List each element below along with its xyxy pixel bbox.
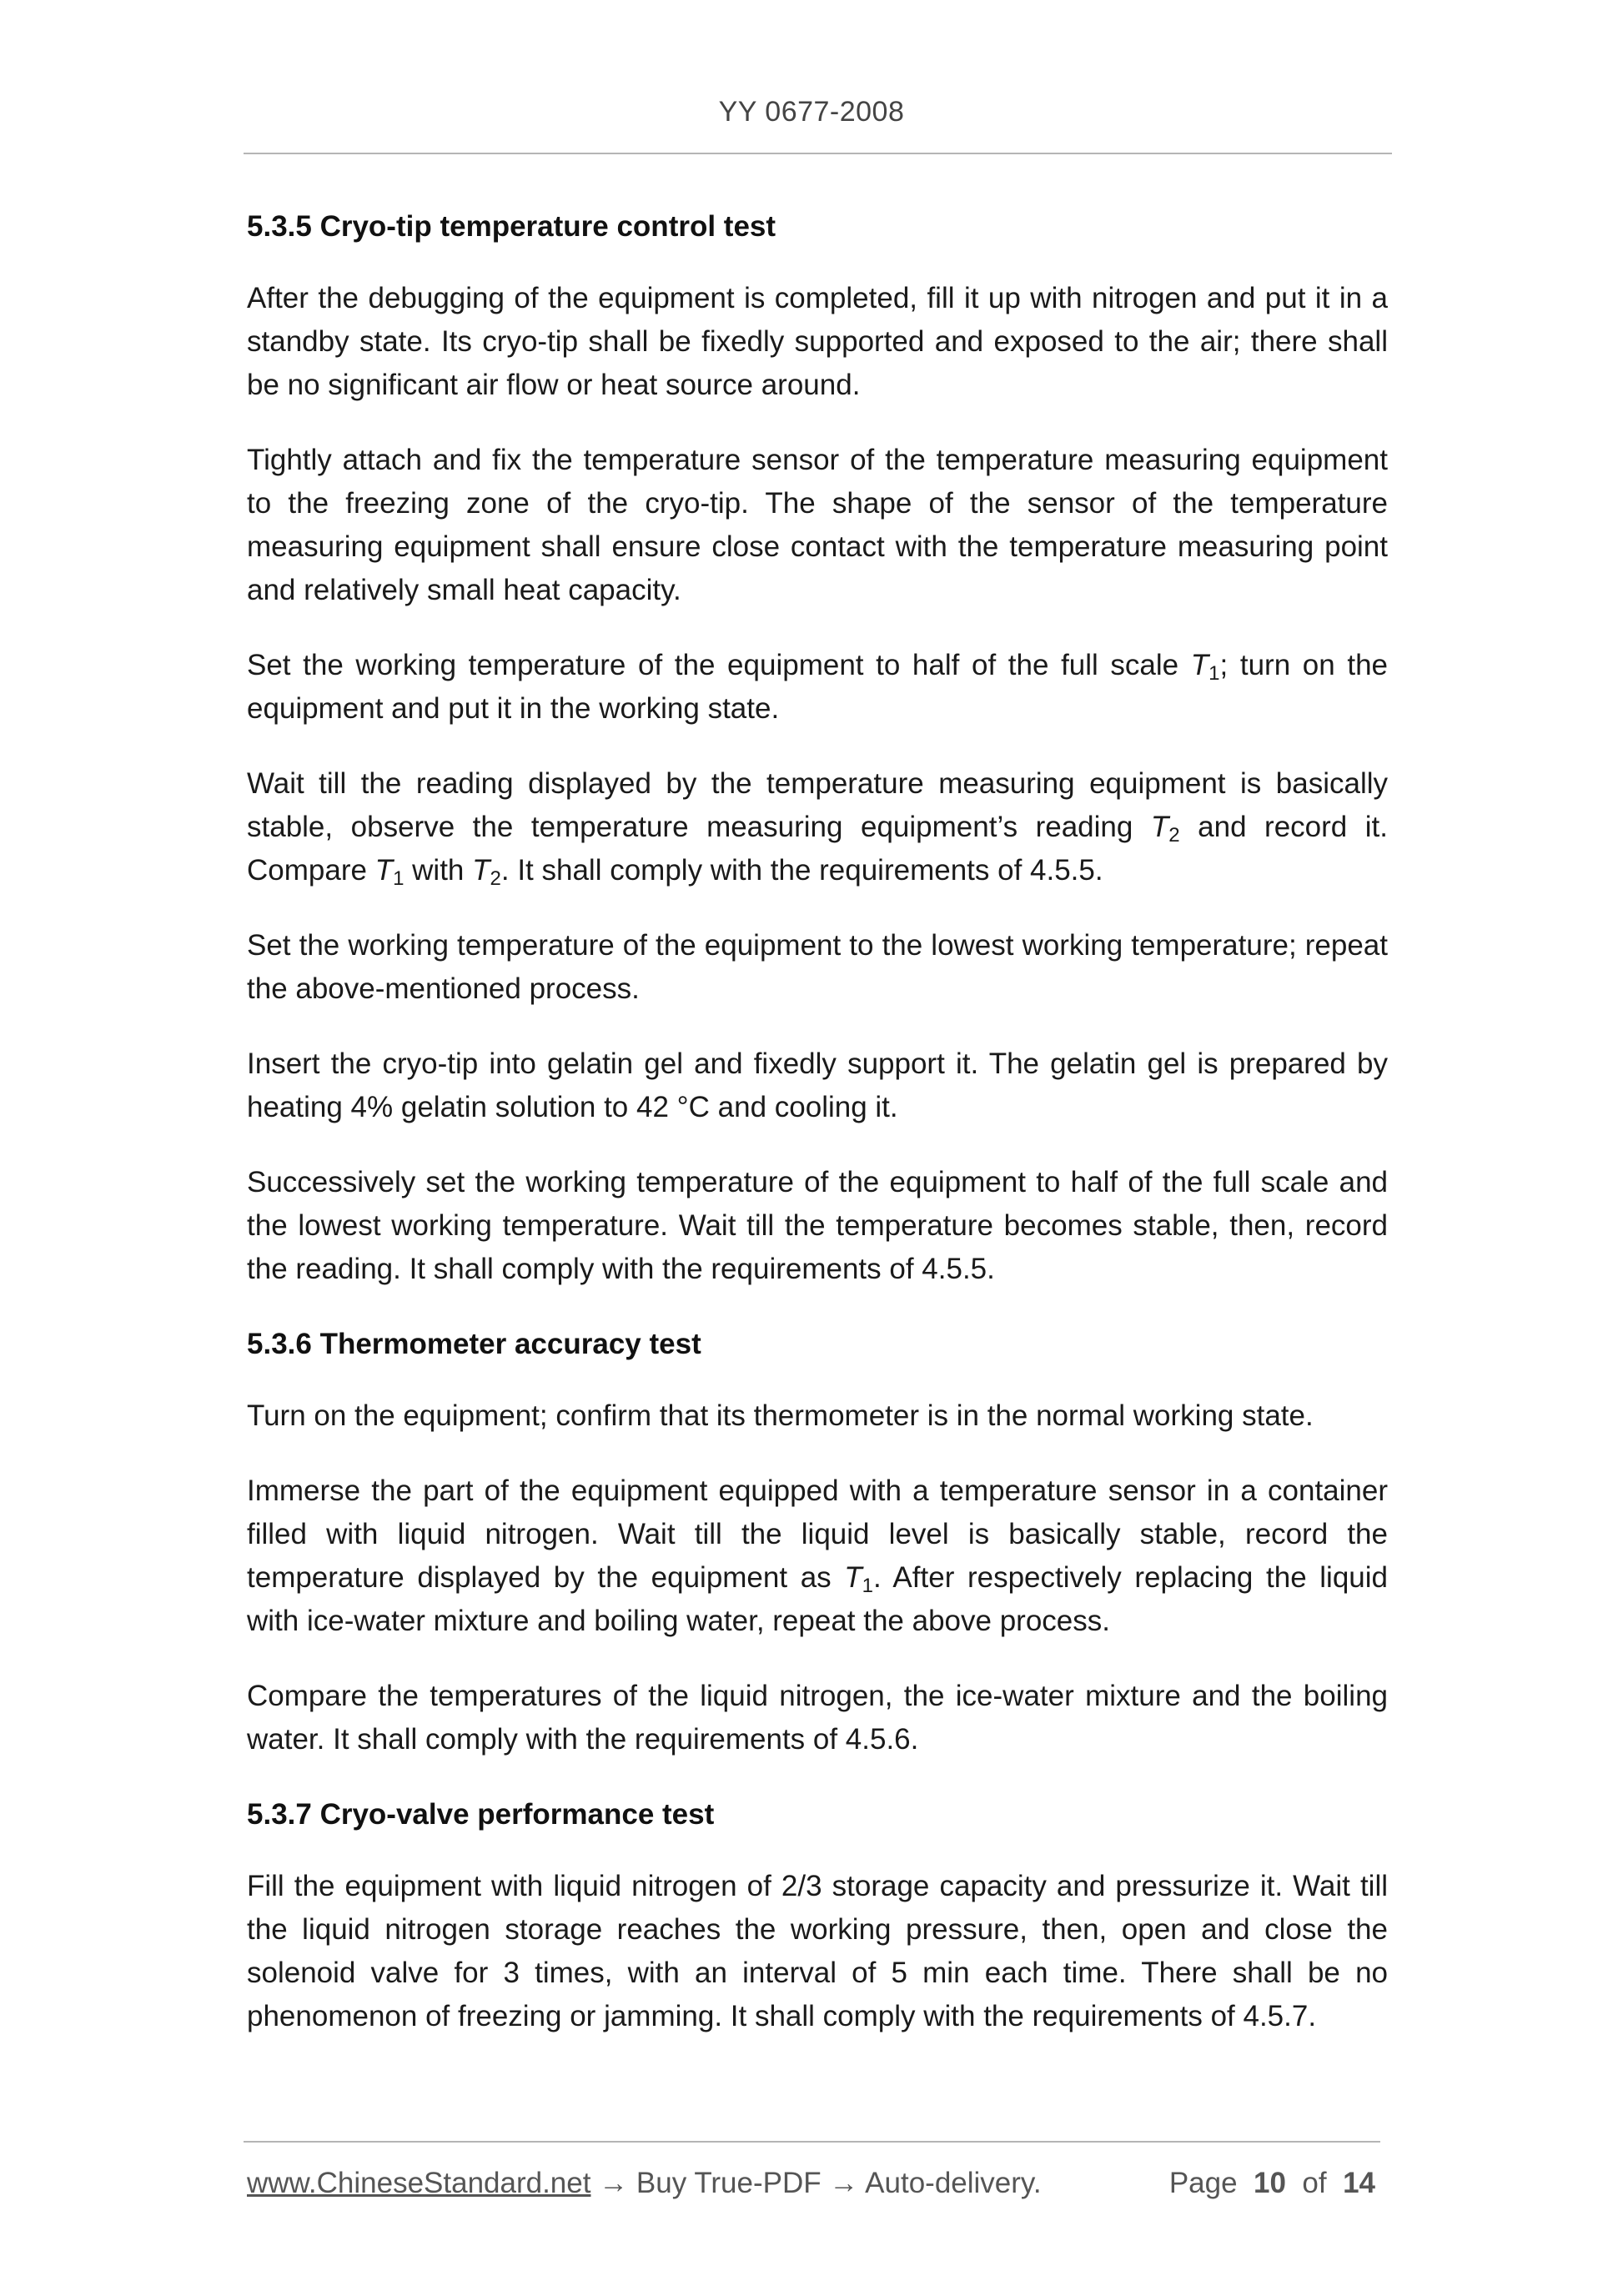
current-page: 10 (1254, 2167, 1286, 2199)
paragraph: Insert the cryo-tip into gelatin gel and fixedly support it. The gelatin gel is prepared by heating 4% gelatin solution to 42 °C and cooling it. (247, 1048, 1388, 1123)
paragraph: Set the working temperature of the equipment to the lowest working temperature; repeat the above-mentioned process. (247, 929, 1388, 1005)
section-heading-5-3-6: 5.3.6 Thermometer accuracy test (247, 1328, 701, 1360)
paragraph: Successively set the working temperature of the equipment to half of the full scale and the lowest working temperature. Wait till the temperature becomes stable, then, record the reading. It shall comply with the requirements of 4.5.5. (247, 1166, 1388, 1285)
section-heading-5-3-5: 5.3.5 Cryo-tip temperature control test (247, 210, 776, 243)
paragraph: Set the working temperature of the equipment to half of the full scale $T_1$; turn on the equipment and put it in the working state. (247, 649, 1388, 725)
header-divider (244, 153, 1392, 154)
document-body (247, 205, 1388, 2038)
variable-t: T (844, 1561, 862, 1594)
page-footer (247, 2163, 1380, 2204)
variable-t: T (1150, 811, 1169, 843)
paragraph: Fill the equipment with liquid nitrogen of 2/3 storage capacity and pressurize it. Wait till the liquid nitrogen storage reaches the working pressure, then, open and close the solenoid valve for 3 times, with an interval of 5 min each time. There shall be no phenomenon of freezing or jamming. It shall comply with the requirements of 4.5.7. (247, 1870, 1388, 2032)
total-pages: 14 (1343, 2167, 1375, 2199)
variable-t: T (374, 854, 394, 887)
paragraph: Turn on the equipment; confirm that its thermometer is in the normal working state. (247, 1399, 1314, 1432)
website-link[interactable]: www.ChineseStandard.net (247, 2167, 591, 2199)
paragraph: Immerse the part of the equipment equipped with a temperature sensor in a container filled with liquid nitrogen. Wait till the liquid level is basically stable, record the temperature displayed by the equipment as $T_1$. After respectively replacing the liquid with ice-water mixture and boiling water, repeat the above process. (247, 1475, 1388, 1637)
section-heading-5-3-7: 5.3.7 Cryo-valve performance test (247, 1798, 715, 1831)
footer-tagline: → Buy True-PDF → Auto-delivery. (590, 2167, 1042, 2199)
footer-divider (244, 2141, 1380, 2143)
standard-code-header: YY 0677-2008 (718, 96, 905, 128)
paragraph: Tightly attach and fix the temperature sensor of the temperature measuring equipment to the freezing zone of the cryo-tip. The shape of the sensor of the temperature measuring equipment shall ensure close contact with the temperature measuring point and relatively small heat capacity. (247, 444, 1388, 606)
page-number: Page 10 of 14 (1168, 2167, 1375, 2199)
footer-promo (247, 2163, 1042, 2204)
paragraph: After the debugging of the equipment is completed, fill it up with nitrogen and put it in a standby state. Its cryo-tip shall be fixedly supported and exposed to the air; there shall be no significant air flow or heat source around. (247, 282, 1388, 401)
variable-t: T (472, 854, 490, 887)
variable-t: T (1190, 649, 1209, 681)
paragraph: Wait till the reading displayed by the temperature measuring equipment is basically stable, observe the temperature measuring equipment’s reading $T_2$ and record it. Compare $T_1$ with $T_2$. It shall comply with the requirements of 4.5.5. (247, 767, 1389, 890)
paragraph: Compare the temperatures of the liquid nitrogen, the ice-water mixture and the boiling water. It shall comply with the requirements of 4.5.6. (247, 1680, 1388, 1756)
